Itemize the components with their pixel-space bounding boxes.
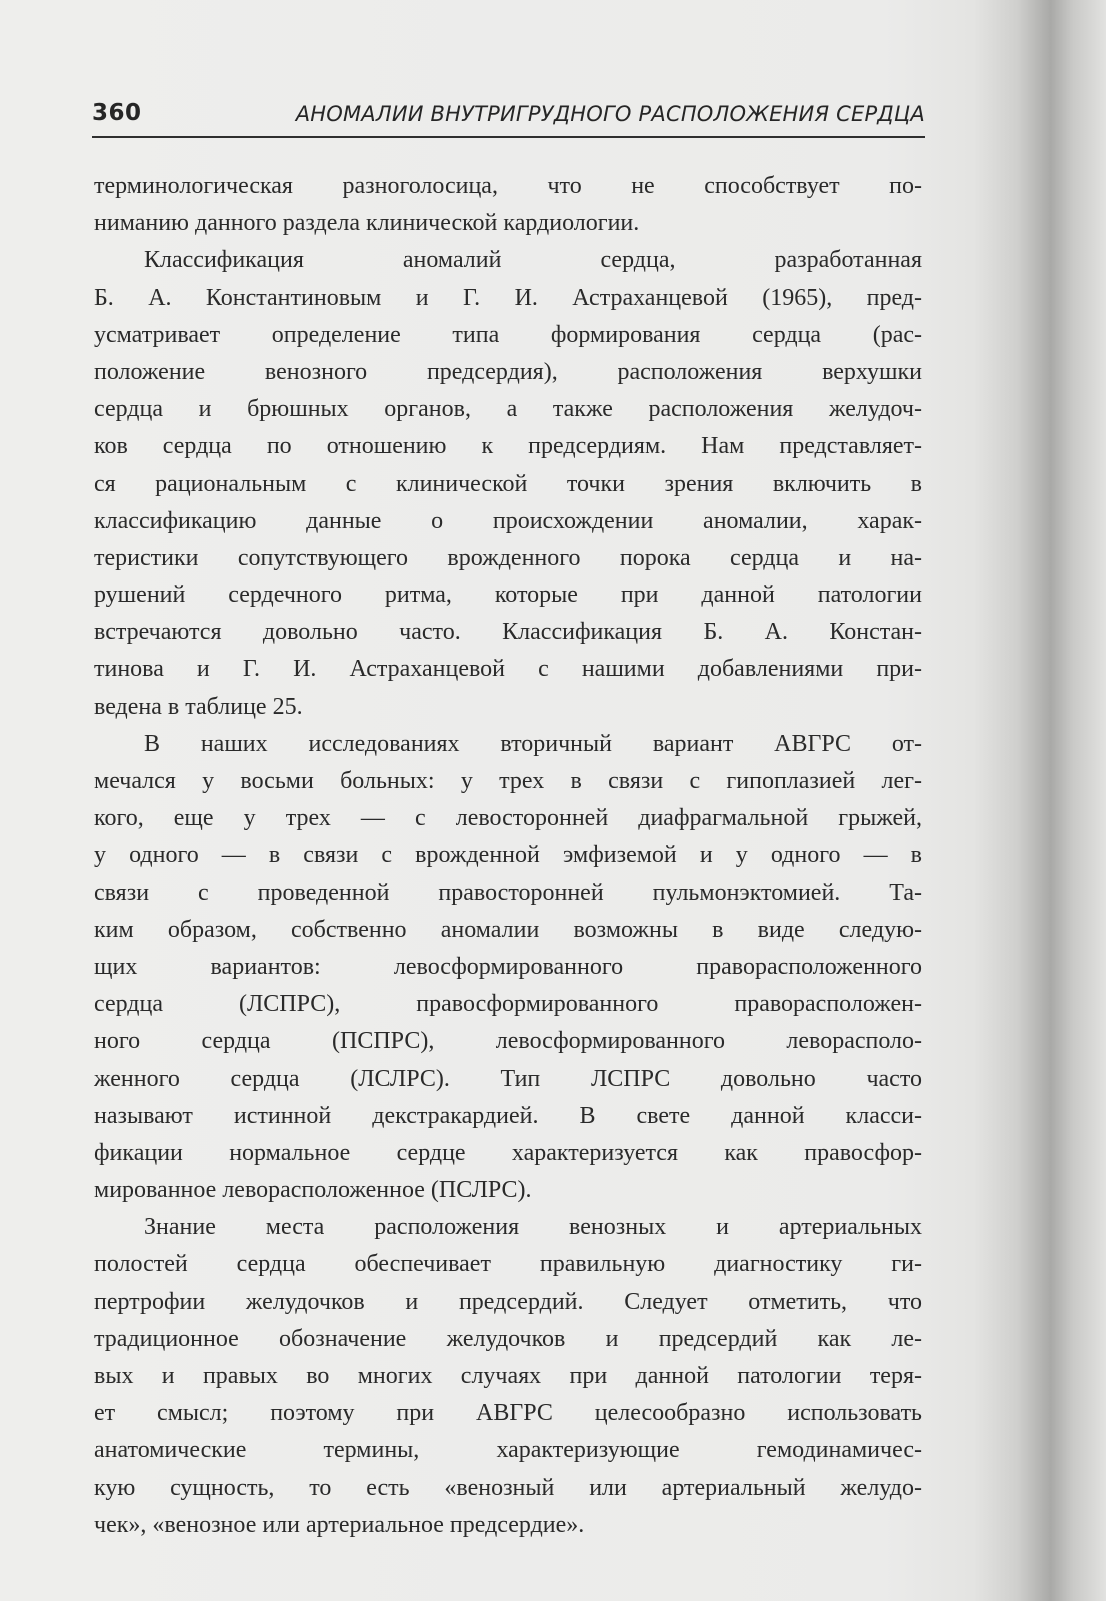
text-line: теристики сопутствующего врожденного порока сердца и на- [94,544,922,571]
text-line: сердца и брюшных органов, а также расположения желудоч- [94,396,922,423]
text-line: щих вариантов: левосформированного праворасположенного [94,953,922,980]
running-title: АНОМАЛИИ ВНУТРИГРУДНОГО РАСПОЛОЖЕНИЯ СЕРДЦА [295,102,925,126]
text-line: ким образом, собственно аномалии возможны в виде следую- [94,916,922,943]
text-line: пертрофии желудочков и предсердий. Следует отметить, что [94,1288,922,1315]
text-line: Знание места расположения венозных и артериальных [144,1214,922,1241]
text-line: Классификация аномалий сердца, разработанная [144,247,922,274]
text-line: встречаются довольно часто. Классификация Б. А. Констан- [94,619,922,646]
text-line: ет смысл; поэтому при АВГРС целесообразно использовать [94,1400,922,1427]
text-line: вых и правых во многих случаях при данной патологии теря- [94,1363,922,1389]
text-line: положение венозного предсердия), расположения верхушки [94,358,922,385]
text-line: классификацию данные о происхождении аномалии, харак- [94,507,922,534]
text-line: ков сердца по отношению к предсердиям. Нам представляет- [94,433,922,460]
text-line: традиционное обозначение желудочков и предсердий как ле- [94,1325,922,1352]
text-line: рушений сердечного ритма, которые при данной патологии [94,582,922,609]
text-line: фикации нормальное сердце характеризуется как правосфор- [94,1139,922,1166]
text-line: у одного — в связи с врожденной эмфиземой и у одного — в [94,842,922,869]
text-line: анатомические термины, характеризующие гемодинамичес- [94,1437,922,1464]
text-line: полостей сердца обеспечивает правильную диагностику ги- [94,1251,922,1278]
text-line: ведена в таблице 25. [94,693,303,720]
text-line: кого, еще у трех — с левосторонней диафрагмальной грыжей, [94,805,922,832]
text-line: ного сердца (ПСПРС), левосформированного леворасполо- [94,1028,922,1055]
text-line: ся рациональным с клинической точки зрения включить в [94,470,922,497]
text-line: кую сущность, то есть «венозный или артериальный желудо- [94,1474,922,1501]
text-line: Б. А. Константиновым и Г. И. Астраханцевой (1965), пред- [94,284,922,311]
page-header [92,96,925,138]
text-line: связи с проведенной правосторонней пульмонэктомией. Та- [94,879,922,906]
text-line: сердца (ЛСПРС), правосформированного праворасположен- [94,991,922,1018]
text-line: женного сердца (ЛСЛРС). Тип ЛСПРС довольно часто [94,1065,922,1092]
text-line: терминологическая разноголосица, что не способствует по- [94,173,922,199]
text-line: мечался у восьми больных: у трех в связи с гипоплазией лег- [94,768,922,794]
text-line: мированное леворасположенное (ПСЛРС). [94,1177,532,1204]
text-line: называют истинной декстракардией. В свете данной класси- [94,1102,922,1129]
text-line: усматривает определение типа формирования сердца (рас- [94,321,922,348]
text-line: ниманию данного раздела клинической кардиологии. [94,210,640,237]
text-line: чек», «венозное или артериальное предсердие». [94,1511,585,1538]
body-text [94,168,922,1544]
text-line: В наших исследованиях вторичный вариант АВГРС от- [144,730,922,757]
page-number: 360 [92,100,142,126]
text-line: тинова и Г. И. Астраханцевой с нашими добавлениями при- [94,656,922,683]
